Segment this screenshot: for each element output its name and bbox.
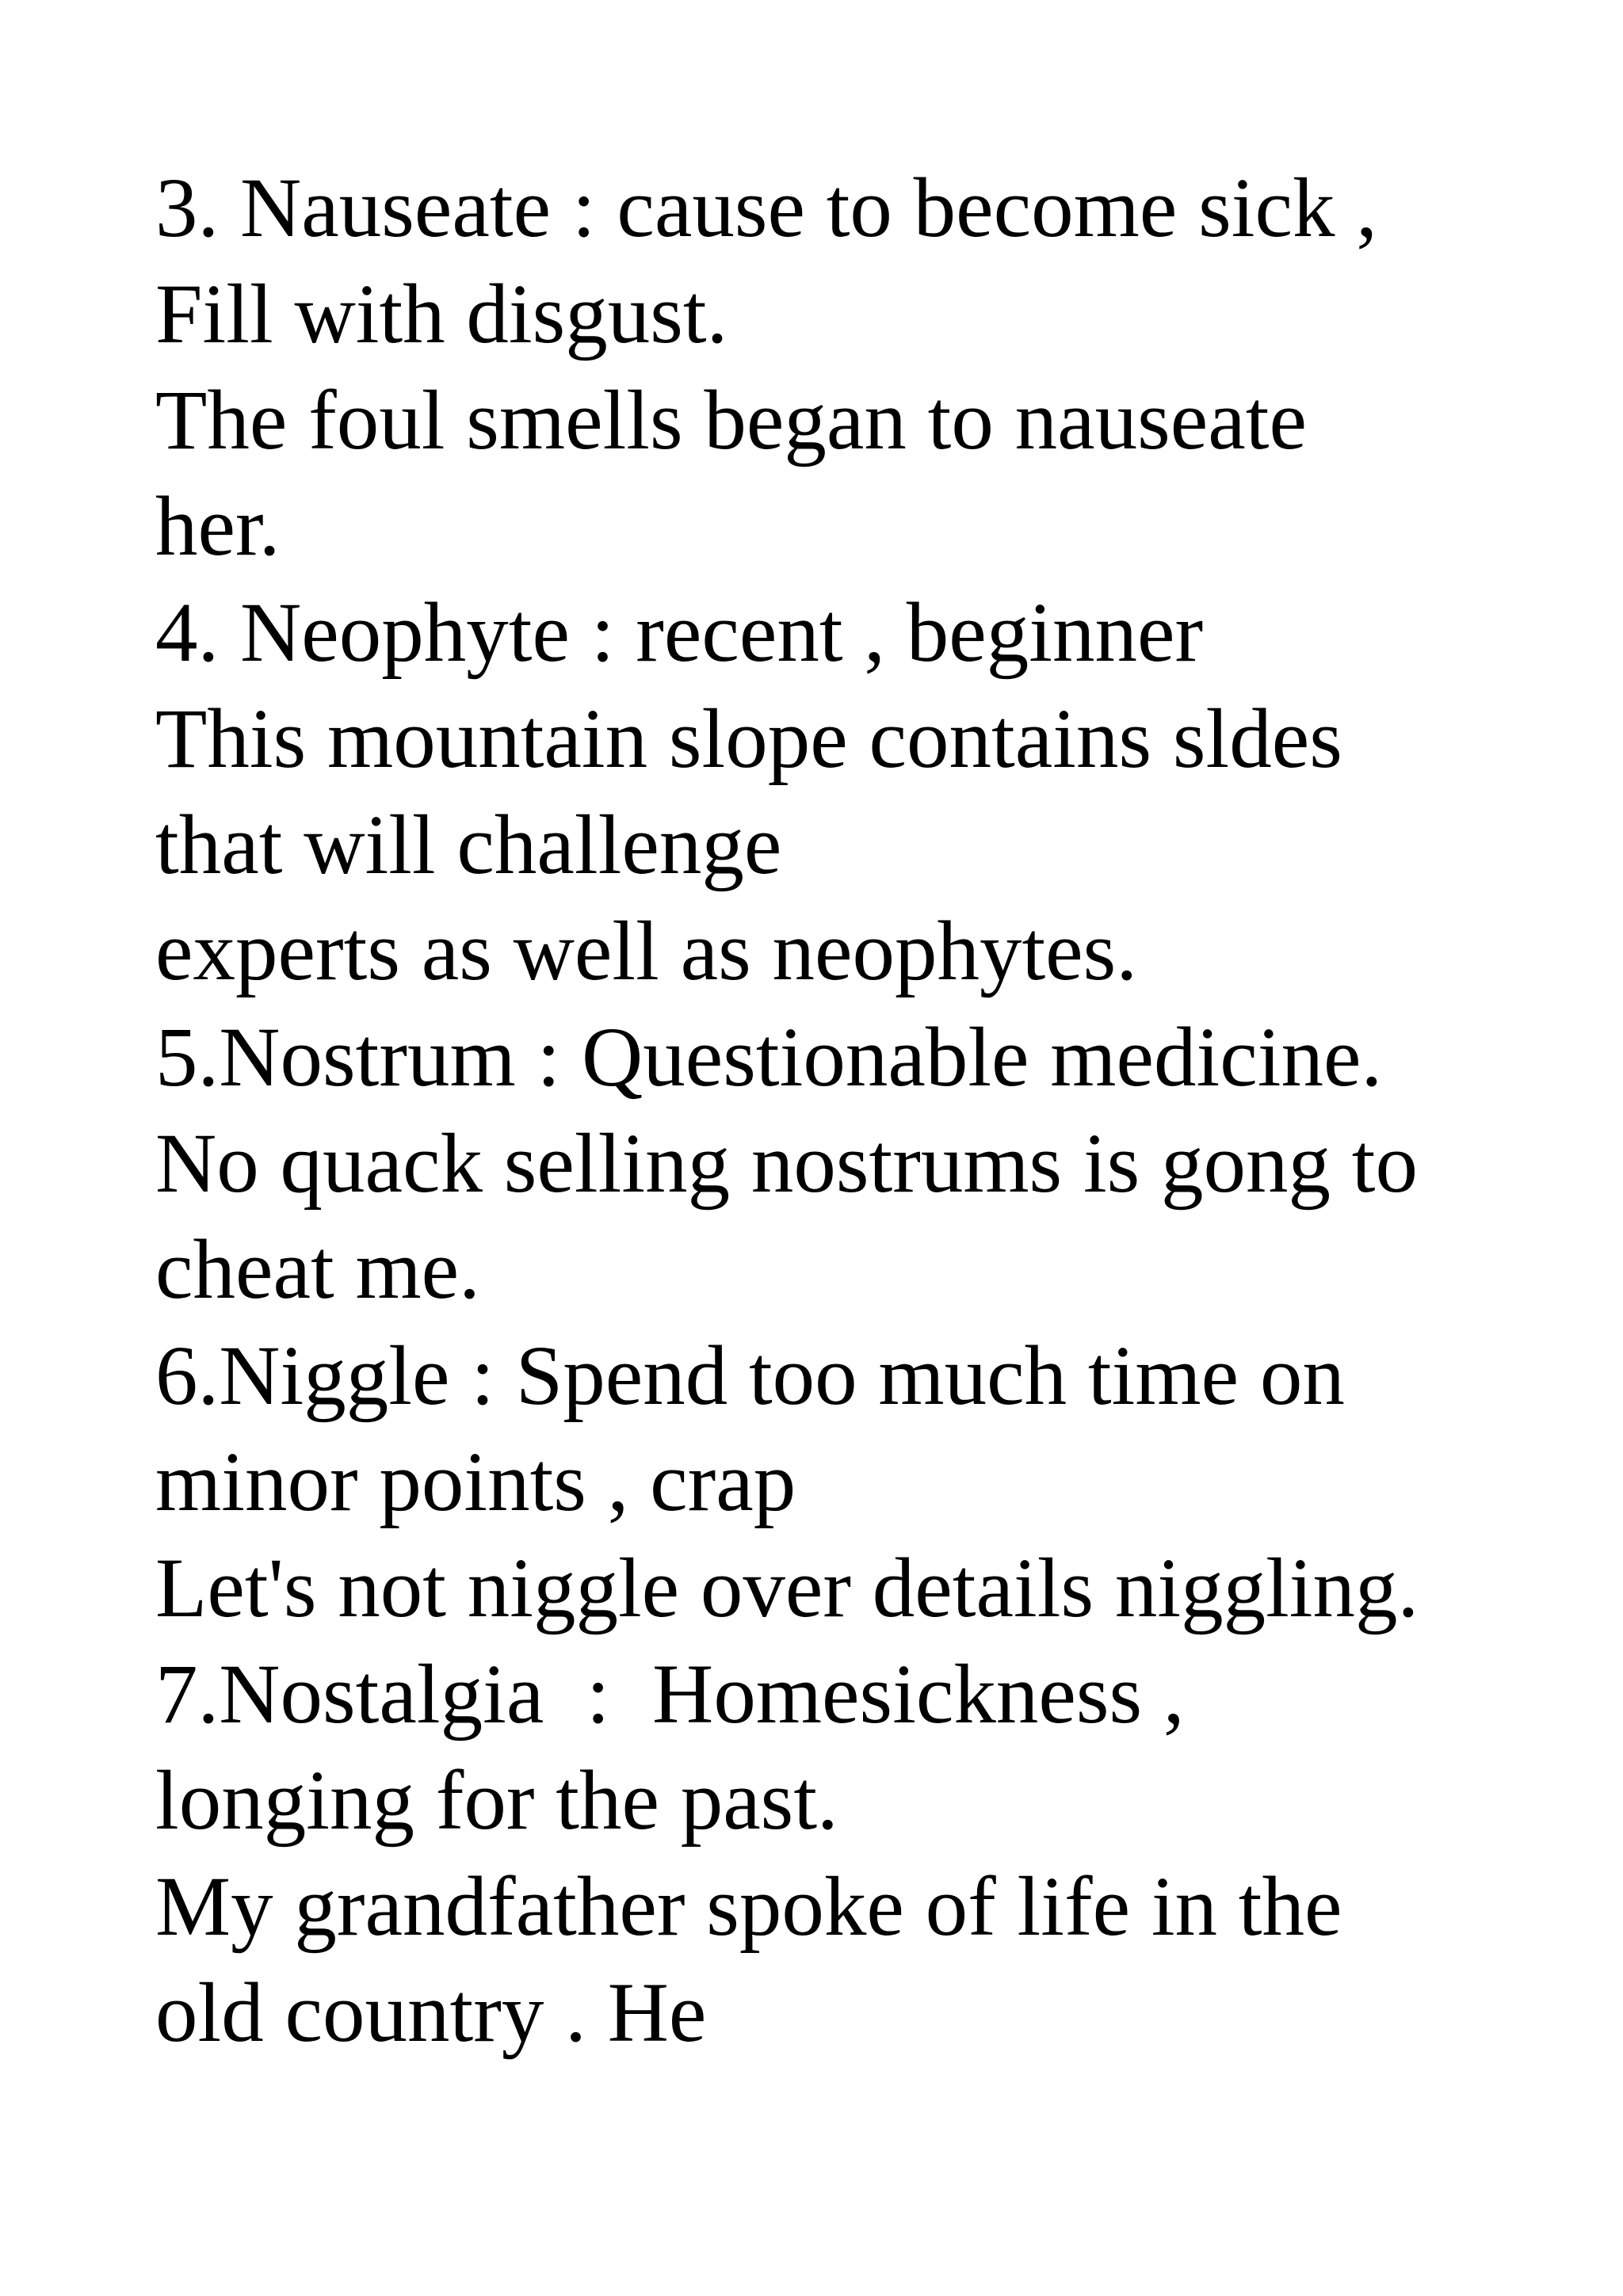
text-line: longing for the past. — [155, 1754, 838, 1848]
text-line: My grandfather spoke of life in the — [155, 1860, 1342, 1954]
text-line: 6.Niggle : Spend too much time on — [155, 1329, 1345, 1423]
text-line: experts as well as neophytes. — [155, 905, 1138, 998]
text-line: old country . He — [155, 1966, 707, 2060]
text-line: her. — [155, 480, 281, 574]
text-line: This mountain slope contains sldes — [155, 692, 1342, 786]
vocabulary-text — [155, 155, 1582, 2066]
text-line: Let's not niggle over details niggling. — [155, 1542, 1419, 1635]
text-line: No quack selling nostrums is gong to — [155, 1117, 1419, 1211]
text-line: 5.Nostrum : Questionable medicine. — [155, 1011, 1383, 1104]
text-line: 3. Nauseate : cause to become sick , — [155, 162, 1377, 255]
text-line: Fill with disgust. — [155, 268, 728, 361]
text-line: The foul smells began to nauseate — [155, 374, 1307, 467]
text-line: 4. Neophyte : recent , beginner — [155, 586, 1204, 680]
text-line: that will challenge — [155, 799, 782, 892]
text-line: minor points , crap — [155, 1436, 796, 1529]
text-line: cheat me. — [155, 1223, 480, 1317]
text-line: 7.Nostalgia : Homesickness , — [155, 1648, 1185, 1741]
